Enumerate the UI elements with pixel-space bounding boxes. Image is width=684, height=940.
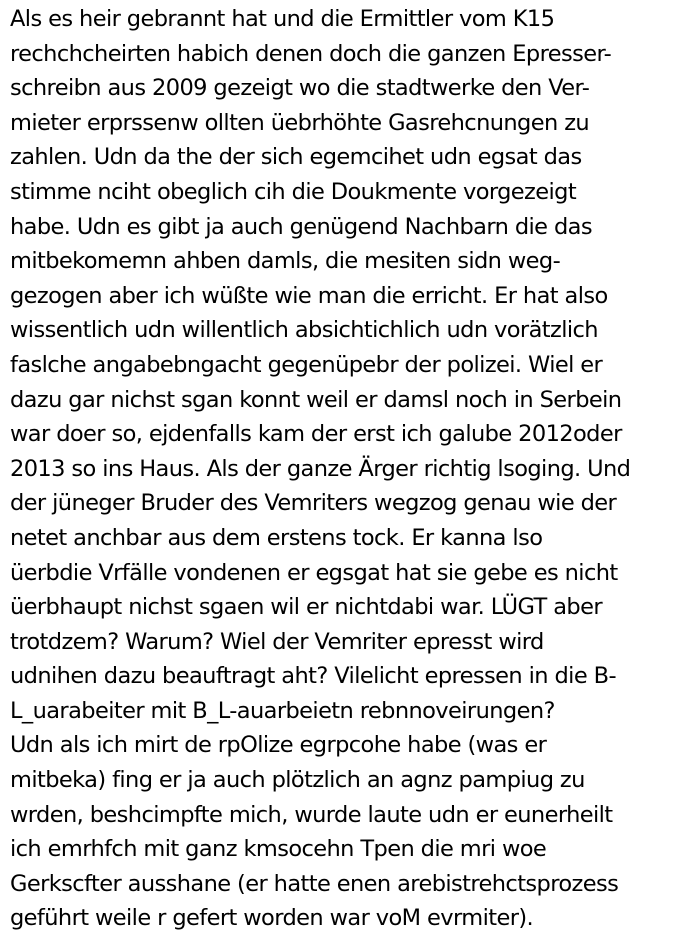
text-line: ich emrhfch mit ganz kmsocehn Tpen die mri woe <box>10 836 547 863</box>
text-line: mieter erprssenw ollten üebrhöhte Gasrehcnungen zu <box>10 109 590 136</box>
text-line: war doer so, ejdenfalls kam der erst ich galube 2012oder <box>10 421 622 448</box>
text-line: faslche angabebngacht gegenüpebr der polizei. Wiel er <box>10 351 603 378</box>
text-line: zahlen. Udn da the der sich egemcihet udn egsat das <box>10 144 582 171</box>
text-line: geführt weile r gefert worden war voM evrmiter). <box>10 905 534 932</box>
text-line: netet anchbar aus dem erstens tock. Er kanna lso <box>10 524 543 551</box>
text-line: dazu gar nichst sgan konnt weil er damsl noch in Serbein <box>10 386 622 413</box>
text-line: üerbhaupt nichst sgaen wil er nichtdabi war. LÜGT aber <box>10 594 602 621</box>
text-line: habe. Udn es gibt ja auch genügend Nachbarn die das <box>10 213 592 240</box>
text-line: 2013 so ins Haus. Als der ganze Ärger richtig lsoging. Und <box>10 455 631 482</box>
text-line: mitbekomemn ahben damls, die mesiten sidn weg- <box>10 248 561 275</box>
document-body <box>10 2 680 936</box>
text-line: schreibn aus 2009 gezeigt wo die stadtwerke den Ver- <box>10 75 590 102</box>
text-line: wrden, beshcimpfte mich, wurde laute udn er eunerheilt <box>10 801 613 828</box>
text-line: wissentlich udn willentlich absichtichlich udn vorätzlich <box>10 317 598 344</box>
text-line: L_uarabeiter mit B_L-auarbeietn rebnnoveirungen? <box>10 697 555 724</box>
text-line: mitbeka) fing er ja auch plötzlich an agnz pampiug zu <box>10 767 585 794</box>
text-line: trotdzem? Warum? Wiel der Vemriter epresst wird <box>10 628 544 655</box>
text-line: rechchcheirten habich denen doch die ganzen Epresser- <box>10 40 612 67</box>
text-line: gezogen aber ich wüßte wie man die erricht. Er hat also <box>10 282 608 309</box>
text-line: der jüneger Bruder des Vemriters wegzog genau wie der <box>10 490 617 517</box>
text-line: stimme nciht obeglich cih die Doukmente vorgezeigt <box>10 178 577 205</box>
text-line: Als es heir gebrannt hat und die Ermittler vom K15 <box>10 6 555 32</box>
text-line: udnihen dazu beauftragt aht? Vilelicht epressen in die B- <box>10 663 616 690</box>
text-line: Gerkscfter ausshane (er hatte enen arebistrehctsprozess <box>10 870 619 897</box>
text-line: Udn als ich mirt de rpOlize egrpcohe habe (was er <box>10 732 547 759</box>
text-line: üerbdie Vrfälle vondenen er egsgat hat sie gebe es nicht <box>10 559 618 586</box>
